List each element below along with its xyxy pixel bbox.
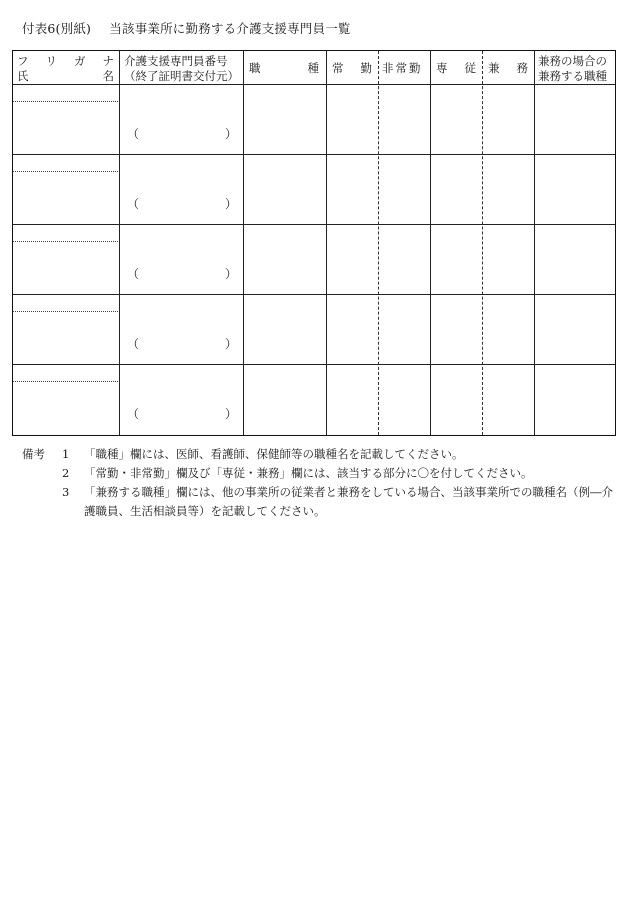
row-divider [13, 224, 615, 225]
furigana-dotted-line [13, 311, 118, 312]
furigana-dotted-line [13, 241, 118, 242]
note-text: 「常勤・非常勤」欄及び「専従・兼務」欄には、該当する部分に〇を付してください。 [84, 466, 533, 480]
certificate-issuer-parens: （ ） [127, 267, 237, 281]
header-furigana: フ リ ガ ナ [17, 54, 114, 68]
header-jokin: 常 勤 [332, 61, 372, 75]
note-item [22, 483, 622, 521]
col-divider [243, 51, 244, 435]
col-divider [534, 51, 535, 435]
header-senju: 専 従 [436, 61, 476, 75]
header-name: 氏 名 [17, 69, 114, 83]
header-hijokin: 非常勤 [382, 61, 423, 75]
note-text: 「兼務する職種」欄には、他の事業所の従業者と兼務をしている場合、当該事業所での職種名（例―介護職員、生活相談員等）を記載してください。 [84, 485, 613, 518]
form-title: 当該事業所に勤務する介護支援専門員一覧 [109, 21, 351, 36]
note-number: 1 [62, 447, 70, 461]
header-number: 介護支援専門員番号 （終了証明書交付元） [124, 54, 239, 83]
furigana-dotted-line [13, 101, 118, 102]
form-label: 付表6(別紙) [22, 21, 92, 36]
certificate-issuer-parens: （ ） [127, 197, 237, 211]
header-shokushu: 職 種 [249, 61, 319, 75]
note-text: 「職種」欄には、医師、看護師、保健師等の職種名を記載してください。 [84, 447, 464, 461]
staff-table [12, 50, 616, 436]
page-title [22, 19, 351, 37]
header-divider [13, 84, 615, 85]
note-item [22, 464, 622, 483]
header-kenmu-shokushu: 兼務の場合の 兼務する職種 [538, 54, 607, 83]
row-divider [13, 294, 615, 295]
col-divider [326, 51, 327, 435]
note-number: 3 [62, 485, 70, 499]
note-number: 2 [62, 466, 70, 480]
col-divider-dashed [482, 51, 483, 435]
col-divider [430, 51, 431, 435]
certificate-issuer-parens: （ ） [127, 127, 237, 141]
furigana-dotted-line [13, 171, 118, 172]
row-divider [13, 154, 615, 155]
col-divider-dashed [378, 51, 379, 435]
col-divider [119, 51, 120, 435]
row-divider [13, 364, 615, 365]
furigana-dotted-line [13, 381, 118, 382]
notes-section [22, 445, 622, 521]
note-item [22, 445, 622, 464]
header-kenmu: 兼 務 [488, 61, 528, 75]
certificate-issuer-parens: （ ） [127, 337, 237, 351]
certificate-issuer-parens: （ ） [127, 407, 237, 421]
notes-heading: 備考 [22, 447, 45, 461]
